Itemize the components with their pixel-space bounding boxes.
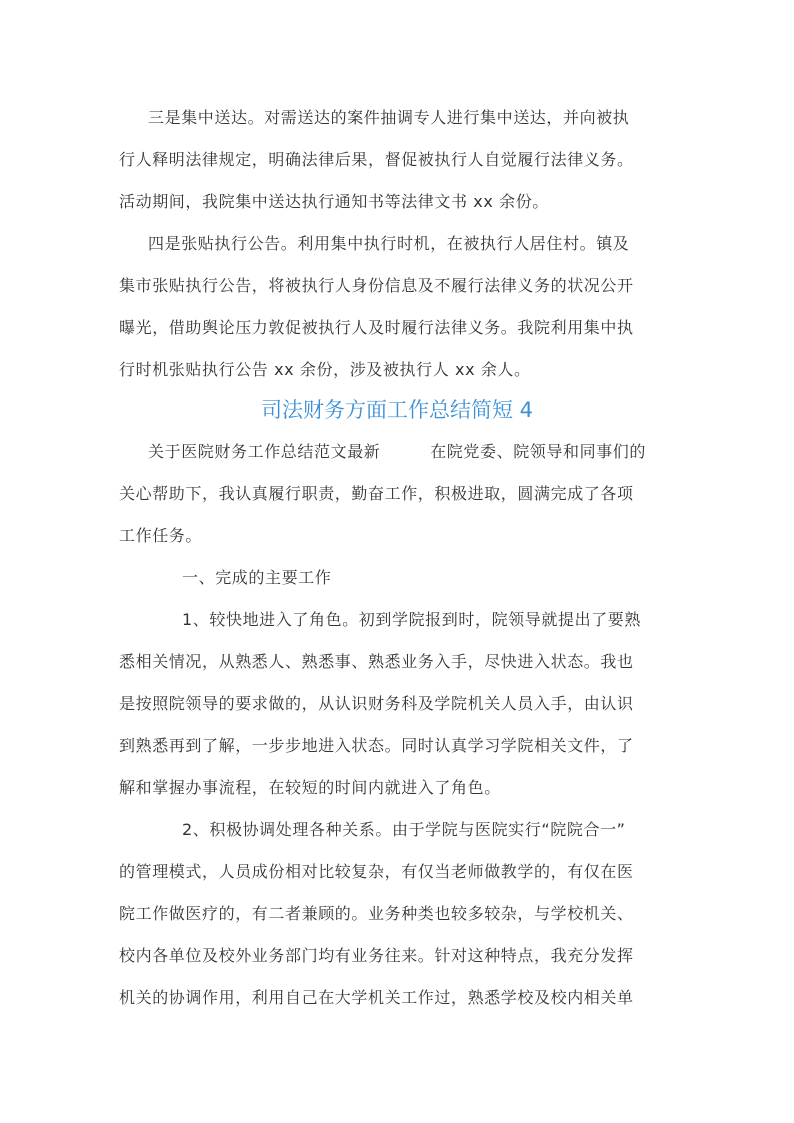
subheading: 一、完成的主要工作 (182, 568, 332, 587)
paragraph-line: 关于医院财务工作总结范文最新 在院党委、院领导和同事们的 (148, 442, 647, 461)
paragraph-line: 工作任务。 (119, 526, 203, 545)
paragraph-line: 集市张贴执行公告，将被执行人身份信息及不履行法律义务的状况公开 (119, 276, 634, 295)
paragraph-line: 到熟悉再到了解，一步步地进入状态。同时认真学习学院相关文件，了 (119, 736, 634, 755)
paragraph-line: 活动期间，我院集中送达执行通知书等法律文书 xx 余份。 (119, 192, 549, 211)
paragraph-line: 1、较快地进入了角色。初到学院报到时，院领导就提出了要熟 (182, 610, 641, 629)
paragraph-line: 是按照院领导的要求做的，从认识财务科及学院机关人员入手，由认识 (119, 694, 634, 713)
paragraph-line: 的管理模式，人员成份相对比较复杂，有仅当老师做教学的，有仅在医 (119, 862, 634, 881)
paragraph-line: 四是张贴执行公告。利用集中执行时机，在被执行人居住村。镇及 (148, 234, 630, 253)
paragraph-line: 三是集中送达。对需送达的案件抽调专人进行集中送达，并向被执 (148, 108, 630, 127)
paragraph-line: 关心帮助下，我认真履行职责，勤奋工作，积极进取，圆满完成了各项 (119, 484, 634, 503)
section-title: 司法财务方面工作总结简短 4 (260, 398, 534, 422)
paragraph-line: 院工作做医疗的，有二者兼顾的。业务种类也较多较杂，与学校机关、 (119, 904, 634, 923)
paragraph-line: 校内各单位及校外业务部门均有业务往来。针对这种特点，我充分发挥 (119, 946, 634, 965)
paragraph-line: 2、积极协调处理各种关系。由于学院与医院实行“院院合一” (182, 820, 626, 839)
paragraph-line: 悉相关情况，从熟悉人、熟悉事、熟悉业务入手，尽快进入状态。我也 (119, 652, 634, 671)
paragraph-line: 解和掌握办事流程，在较短的时间内就进入了角色。 (119, 778, 501, 797)
paragraph-line: 曝光，借助舆论压力敦促被执行人及时履行法律义务。我院利用集中执 (119, 318, 634, 337)
paragraph-line: 机关的协调作用，利用自己在大学机关工作过，熟悉学校及校内相关单 (119, 988, 634, 1007)
paragraph-line: 行时机张贴执行公告 xx 余份，涉及被执行人 xx 余人。 (119, 360, 531, 379)
paragraph-line: 行人释明法律规定，明确法律后果，督促被执行人自觉履行法律义务。 (119, 150, 634, 169)
